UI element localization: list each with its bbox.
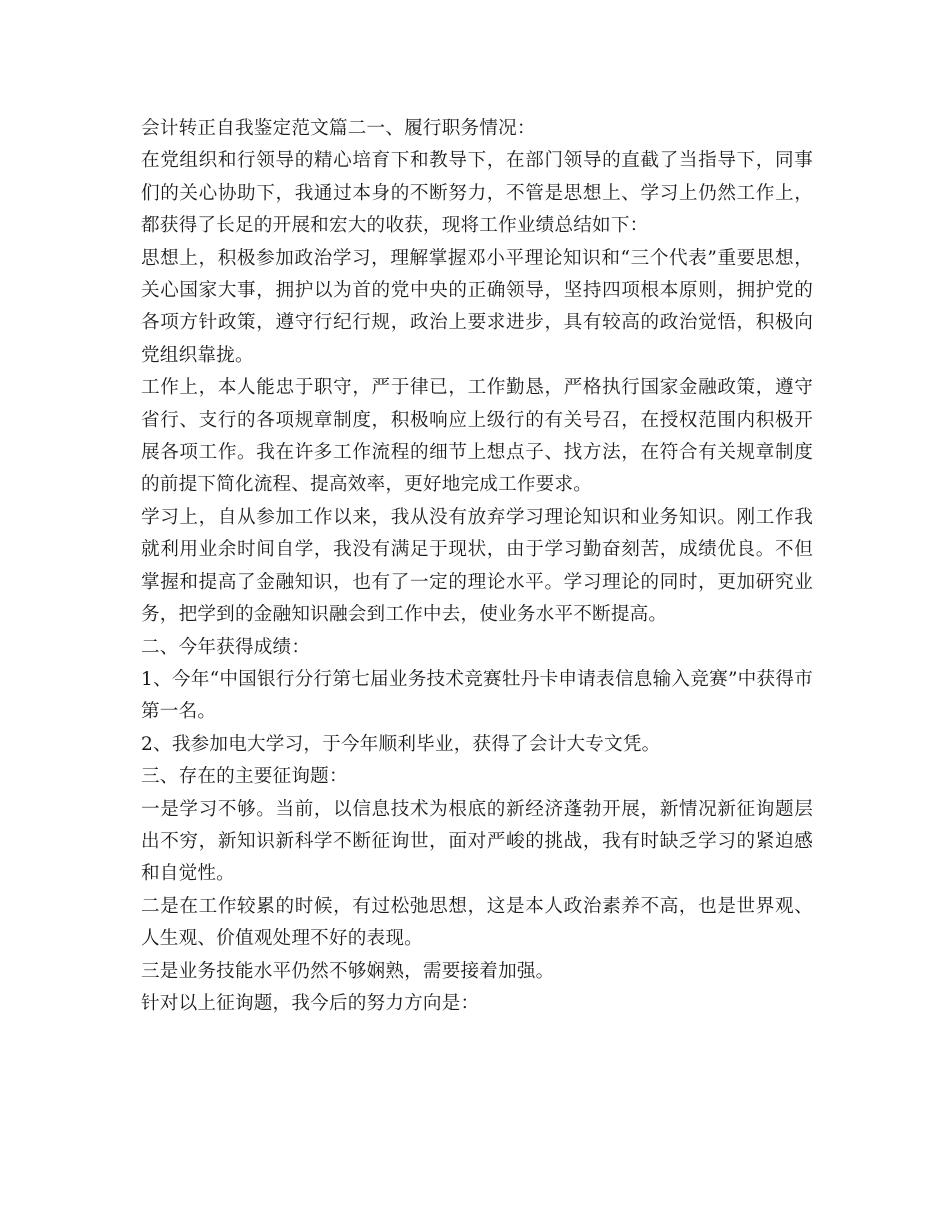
section-heading-achievements: 二、今年获得成绩： xyxy=(141,636,311,658)
paragraph-direction: 针对以上征询题，我今后的努力方向是： xyxy=(141,992,480,1014)
paragraph-intro: 在党组织和行领导的精心培育下和教导下，在部门领导的直截了当指导下，同事们的关心协助下，我通过本身的不断努力，不管是思想上、学习上仍然工作上，都获得了长足的开展和宏大的收获，现将工作业绩总结如下： xyxy=(141,150,813,237)
paragraph-ideology: 思想上，积极参加政治学习，理解掌握邓小平理论知识和“三个代表”重要思想，关心国家大事，拥护以为首的党中央的正确领导，坚持四项根本原则，拥护党的各项方针政策，遵守行纪行规，政治上要求进步，具有较高的政治觉悟，积极向党组织靠拢。 xyxy=(141,247,813,366)
achievement-item-2: 2、我参加电大学习，于今年顺利毕业，获得了会计大专文凭。 xyxy=(141,733,661,755)
paragraph-study: 学习上，自从参加工作以来，我从没有放弃学习理论知识和业务知识。刚工作我就利用业余时间自学，我没有满足于现状，由于学习勤奋刻苦，成绩优良。不但掌握和提高了金融知识，也有了一定的理论水平。学习理论的同时，更加研究业务，把学到的金融知识融会到工作中去，使业务水平不断提高。 xyxy=(141,506,813,626)
achievement-item-1: 1、今年“中国银行分行第七届业务技术竞赛牡丹卡申请表信息输入竞赛”中获得市第一名。 xyxy=(141,668,813,723)
document-body xyxy=(141,113,813,1020)
paragraph-work: 工作上，本人能忠于职守，严于律已，工作勤恳，严格执行国家金融政策，遵守省行、支行的各项规章制度，积极响应上级行的有关号召，在授权范围内积极开展各项工作。我在许多工作流程的细节上想点子、找方法，在符合有关规章制度的前提下简化流程、提高效率，更好地完成工作要求。 xyxy=(141,377,813,496)
section-heading-problems: 三、存在的主要征询题： xyxy=(141,766,348,788)
problem-item-3: 三是业务技能水平仍然不够娴熟，需要接着加强。 xyxy=(141,960,555,982)
document-title-line: 会计转正自我鉴定范文篇二一、履行职务情况： xyxy=(141,118,536,139)
problem-item-1: 一是学习不够。当前，以信息技术为根底的新经济蓬勃开展，新情况新征询题层出不穷，新知识新科学不断征询世，面对严峻的挑战，我有时缺乏学习的紧迫感和自觉性。 xyxy=(141,798,813,885)
problem-item-2: 二是在工作较累的时候，有过松弛思想，这是本人政治素养不高，也是世界观、人生观、价值观处理不好的表现。 xyxy=(141,895,813,950)
